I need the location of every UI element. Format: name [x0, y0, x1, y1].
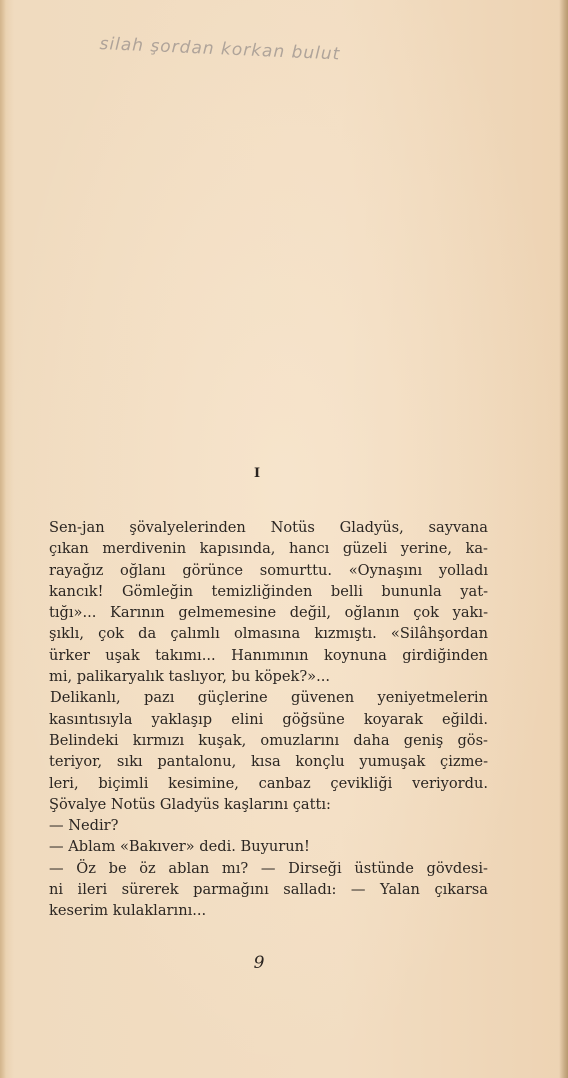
text-line-2: çıkan merdivenin kapısında, hancı güzeli yerine, ka- [49, 540, 488, 558]
text-line-11: Belindeki kırmızı kuşak, omuzlarını daha geniş gös- [49, 731, 488, 749]
text-line-14: Şövalye Notüs Gladyüs kaşlarını çattı: [49, 795, 331, 813]
text-line-7: ürker uşak takımı... Hanımının koynuna girdiğinden [49, 646, 488, 664]
text-line-3: rayağız oğlanı görünce somurttu. «Oynaşını yolladı [49, 561, 488, 579]
page-right-edge [559, 0, 568, 1078]
text-line-4: kancık! Gömleğin temizliğinden belli bununla yat- [49, 582, 488, 600]
text-line-19: keserim kulaklarını... [49, 902, 207, 920]
page-left-shadow [0, 0, 6, 1078]
text-line-5: tığı»... Karının gelmemesine değil, oğlanın çok yakı- [49, 604, 488, 622]
text-line-8: mi, palikaryalık taslıyor, bu köpek?»... [49, 668, 331, 686]
text-line-18: ni ileri sürerek parmağını salladı: — Yalan çıkarsa [49, 881, 488, 899]
text-line-17: — Öz be öz ablan mı? — Dirseği üstünde gövdesi- [49, 859, 488, 877]
body-text [49, 517, 488, 922]
text-line-1: Sen-jan şövalyelerinden Notüs Gladyüs, sayvana [49, 519, 488, 536]
text-line-16: — Ablam «Bakıver» dedi. Buyurun! [49, 838, 310, 856]
handwritten-pencil-note: silah şordan korkan bulut [99, 34, 341, 65]
chapter-number: I [253, 466, 261, 481]
text-line-10: kasıntısıyla yaklaşıp elini göğsüne koyarak eğildi. [49, 710, 488, 728]
text-line-12: teriyor, sıkı pantalonu, kısa konçlu yumuşak çizme- [49, 753, 488, 771]
text-line-9: Delikanlı, pazı güçlerine güvenen yeniyetmelerin [50, 689, 488, 707]
text-line-15: — Nedir? [49, 817, 119, 835]
text-line-6: şıklı, çok da çalımlı olmasına kızmıştı. «Silâhşordan [49, 625, 488, 643]
page-number: 9 [253, 953, 265, 973]
text-line-13: leri, biçimli kesimine, canbaz çevikliği veriyordu. [49, 774, 488, 792]
